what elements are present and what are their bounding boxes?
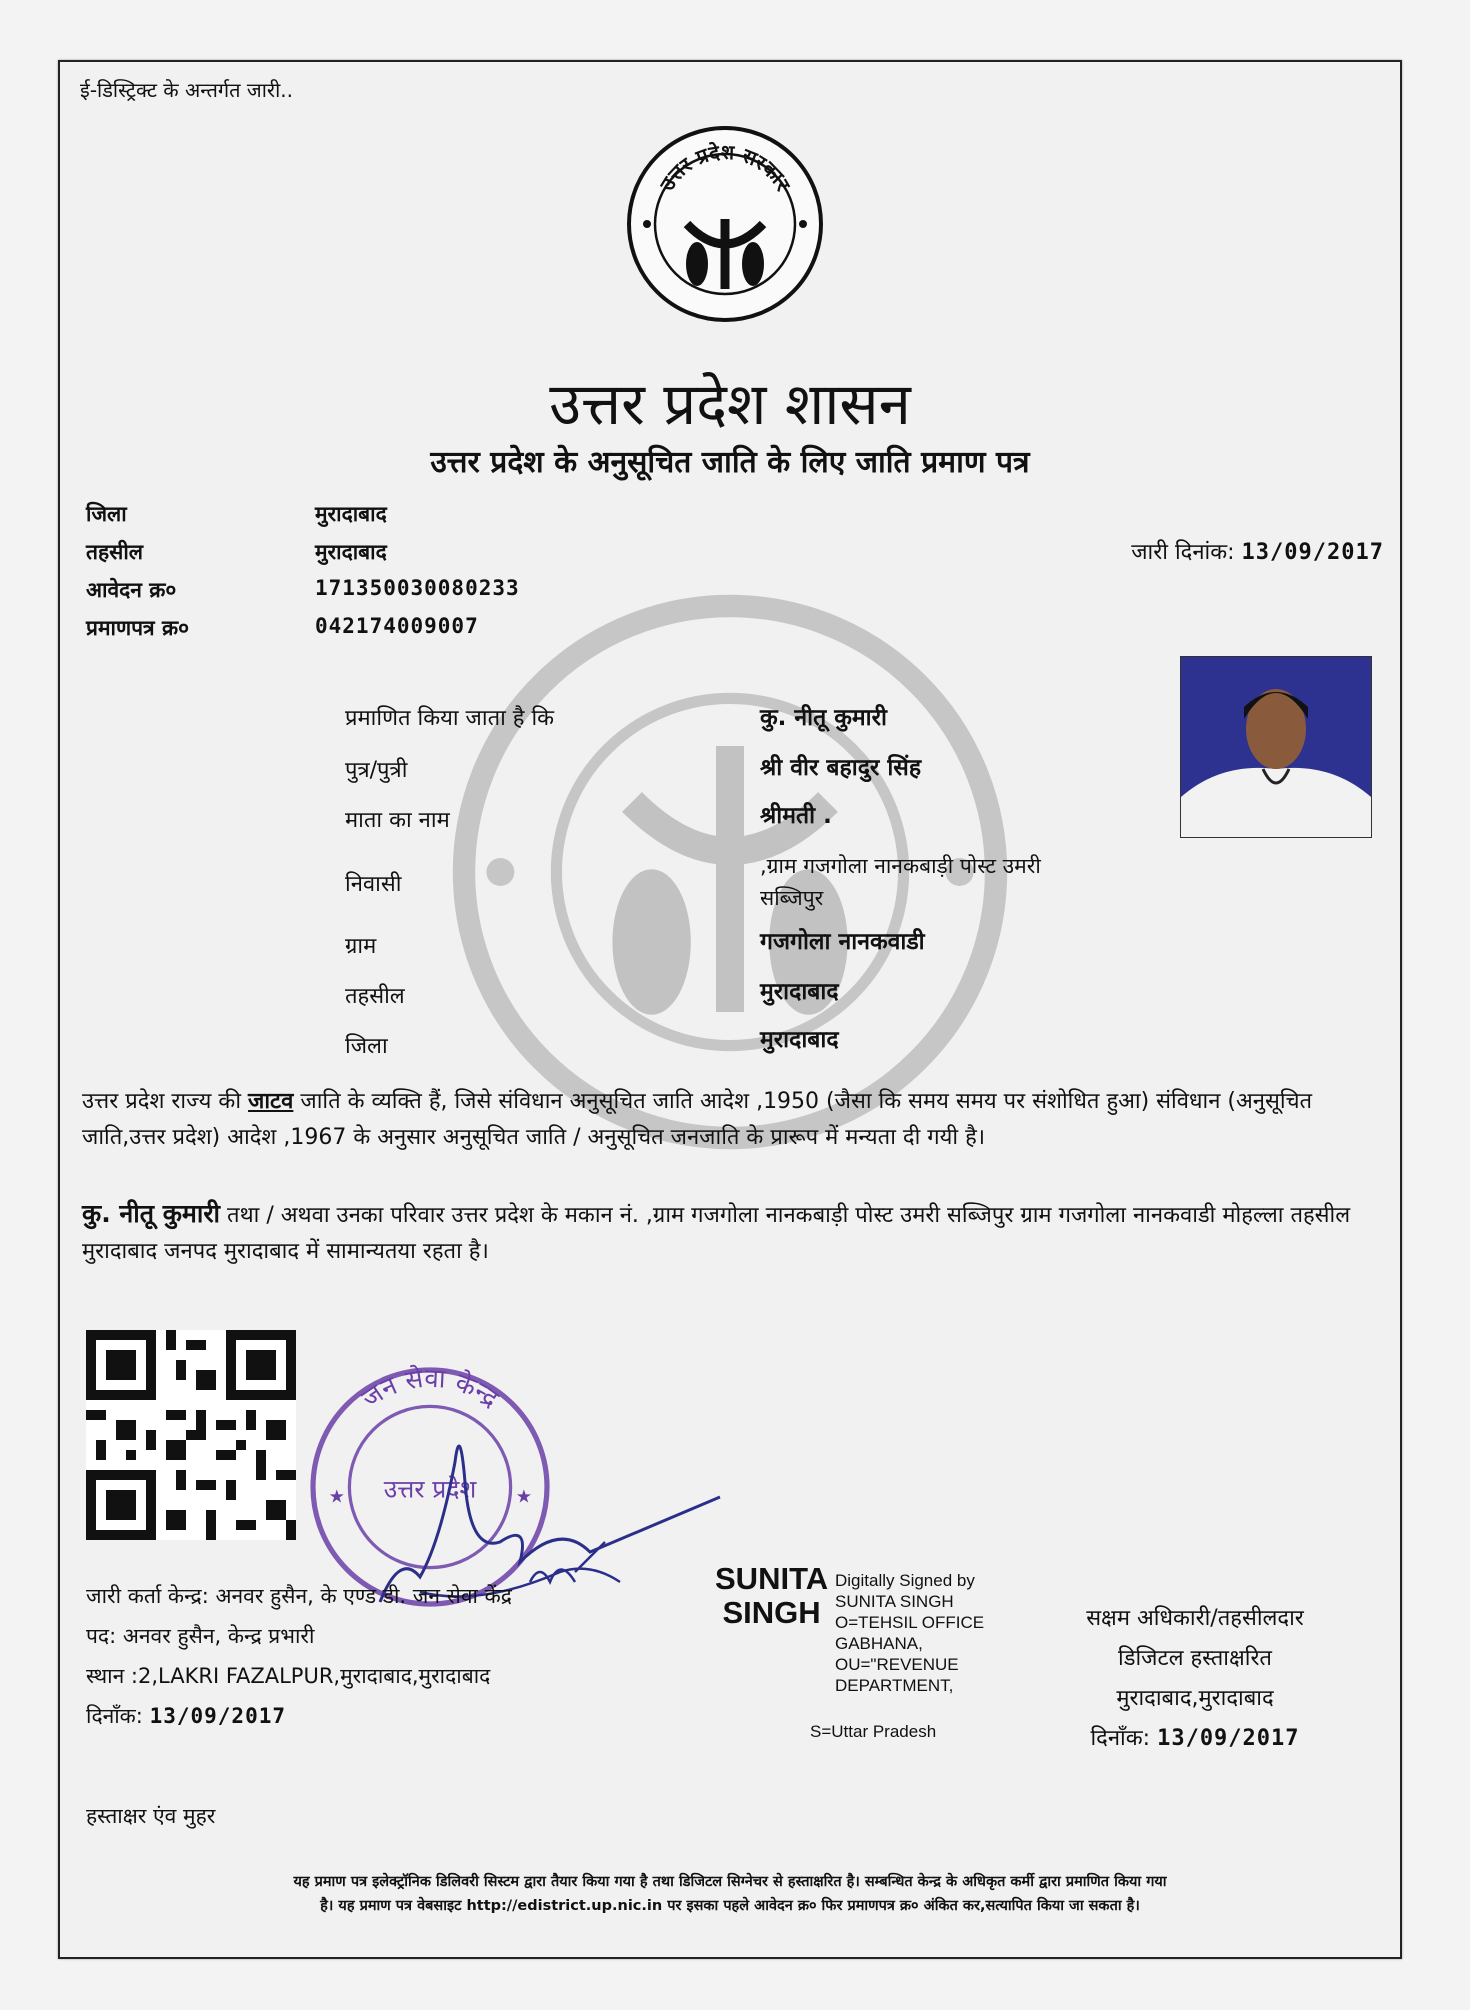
- mother-label: माता का नाम: [345, 808, 450, 833]
- authority-location: मुरादाबाद,मुरादाबाद: [1116, 1686, 1274, 1711]
- statement-applicant-name: कु. नीतू कुमारी: [82, 1199, 221, 1228]
- issuer-date: दिनाँक: 13/09/2017: [86, 1704, 287, 1728]
- issuing-centre: जारी कर्ता केन्द्र: अनवर हुसैन, के एण्ड डी. जन सेवा केंद्र: [86, 1584, 512, 1608]
- svg-text:जन सेवा केन्द्र: जन सेवा केन्द्र: [356, 1363, 504, 1415]
- tehsil-label: तहसील: [86, 540, 143, 564]
- digital-signature-state: S=Uttar Pradesh: [810, 1722, 937, 1741]
- village-label: ग्राम: [345, 934, 377, 959]
- certificate-number-label: प्रमाणपत्र क्र०: [86, 616, 190, 640]
- field-tehsil-value: मुरादाबाद: [760, 979, 839, 1005]
- issue-date: [1131, 536, 1384, 566]
- issued-under-note: ई-डिस्ट्रिक्ट के अन्तर्गत जारी..: [80, 78, 293, 102]
- tehsil-value: मुरादाबाद: [315, 540, 387, 564]
- district-value: मुरादाबाद: [315, 502, 387, 526]
- issuer-place: स्थान :2,LAKRI FAZALPUR,मुरादाबाद,मुरादाबाद: [86, 1664, 491, 1688]
- caste-statement: उत्तर प्रदेश राज्य की जाटव जाति के व्यक्ति हैं, जिसे संविधान अनुसूचित जाति आदेश ,1950 (जैसा कि समय समय पर संशोधित हुआ) संविधान (अनुसूचित जाति,उत्तर प्रदेश) आदेश ,1967 के अनुसार अनुसूचित जाति / अनुसूचित जनजाति के प्रारूप में मन्यता दी गयी है।: [82, 1089, 1313, 1150]
- field-tehsil-label: तहसील: [345, 984, 405, 1009]
- authority-title: सक्षम अधिकारी/तहसीलदार: [1086, 1606, 1304, 1631]
- qr-code: [86, 1330, 296, 1540]
- authority-date: दिनाँक: 13/09/2017: [1090, 1726, 1300, 1751]
- up-government-emblem-icon: [625, 124, 825, 324]
- authority-digital-signed: डिजिटल हस्ताक्षरित: [1118, 1646, 1272, 1671]
- digital-signature-details: Digitally Signed by SUNITA SINGH O=TEHSIL OFFICE GABHANA, OU="REVENUE DEPARTMENT,: [835, 1571, 985, 1695]
- district-label: जिला: [86, 502, 127, 526]
- digital-signer-name: SUNITA SINGH: [715, 1561, 829, 1630]
- father-name: श्री वीर बहादुर सिंह: [760, 755, 922, 781]
- page-title: उत्तर प्रदेश शासन: [549, 370, 911, 438]
- issue-date-value: 13/09/2017: [1241, 540, 1384, 565]
- certified-label: प्रमाणित किया जाता है कि: [345, 706, 555, 731]
- svg-text:उत्तर प्रदेश: उत्तर प्रदेश: [383, 1474, 477, 1504]
- caste-name: जाटव: [248, 1089, 294, 1114]
- applicant-photo: [1180, 656, 1372, 838]
- certificate-sheet: [58, 60, 1402, 1959]
- applicant-name: कु. नीतू कुमारी: [760, 705, 887, 731]
- svg-text:★: ★: [328, 1486, 345, 1508]
- issuer-post: पद: अनवर हुसैन, केन्द्र प्रभारी: [86, 1624, 315, 1648]
- resident-label: निवासी: [345, 872, 402, 897]
- certificate-subtitle: उत्तर प्रदेश के अनुसूचित जाति के लिए जाति प्रमाण पत्र: [430, 445, 1030, 480]
- resident-address-line1: ,ग्राम गजगोला नानकबाड़ी पोस्ट उमरी: [760, 854, 1041, 878]
- svg-text:★: ★: [515, 1486, 533, 1508]
- village-value: गजगोला नानकवाडी: [760, 929, 925, 955]
- issue-date-label: जारी दिनांक:: [1131, 540, 1235, 565]
- field-district-value: मुरादाबाद: [760, 1027, 839, 1053]
- residence-statement: कु. नीतू कुमारी तथा / अथवा उनका परिवार उत्तर प्रदेश के मकान नं. ,ग्राम गजगोला नानकबाड़ी पोस्ट उमरी सब्जिपुर ग्राम गजगोला नानकवाडी मोहल्ला तहसील मुरादाबाद जनपद मुरादाबाद में सामान्यतया रहता है।: [82, 1199, 1351, 1264]
- svg-text:उत्तर प्रदेश सरकार: उत्तर प्रदेश सरकार: [654, 139, 796, 195]
- application-number-label: आवेदन क्र०: [86, 578, 177, 602]
- signature-and-seal-label: हस्ताक्षर एंव मुहर: [86, 1804, 216, 1828]
- application-number-value: 171350030080233: [315, 576, 520, 600]
- verification-footer: यह प्रमाण पत्र इलेक्ट्रॉनिक डिलिवरी सिस्टम द्वारा तैयार किया गया है तथा डिजिटल सिग्नेचर से हस्ताक्षरित है। सम्बन्धित केन्द्र के अधिकृत कर्मी द्वारा प्रमाणित किया गया है। यह प्रमाण पत्र वेबसाइट http://edistrict.up.nic.in पर इसका पहले आवेदन क्र० फिर प्रमाणपत्र क्र० अंकित कर,सत्यापित किया जा सकता है।: [293, 1874, 1167, 1914]
- certificate-number-value: 042174009007: [315, 614, 479, 638]
- child-of-label: पुत्र/पुत्री: [345, 758, 408, 783]
- field-district-label: जिला: [345, 1034, 388, 1059]
- mother-name: श्रीमती .: [760, 803, 832, 829]
- resident-address-line2: सब्जिपुर: [760, 886, 824, 910]
